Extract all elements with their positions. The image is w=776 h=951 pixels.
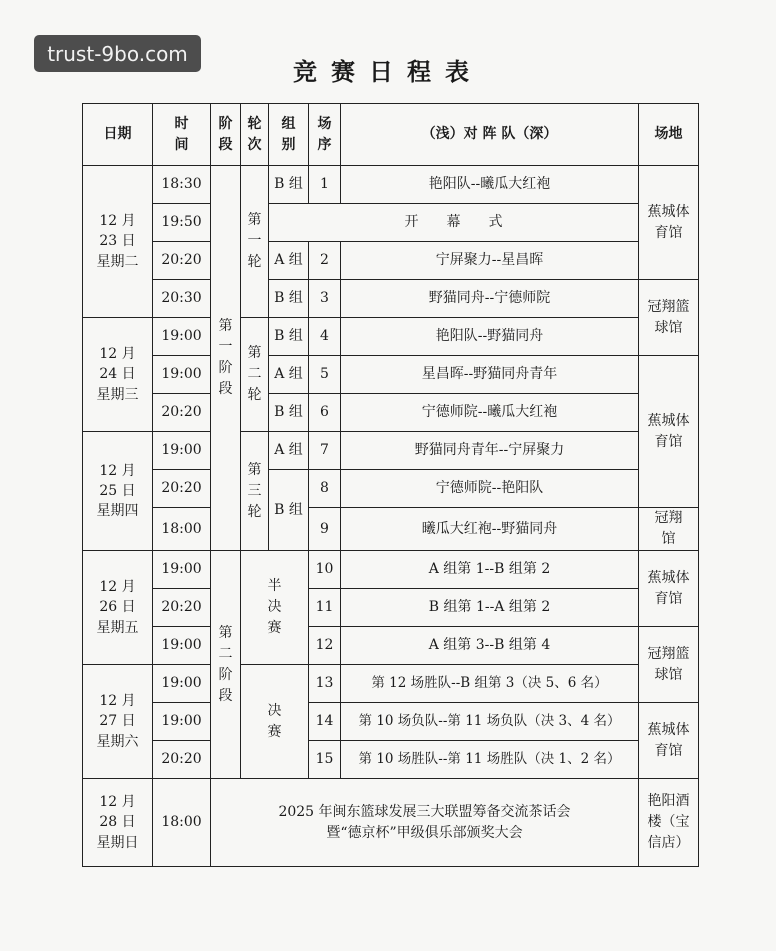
order-cell: 5: [309, 356, 341, 394]
order-cell: 2: [309, 242, 341, 280]
round-cell: [241, 318, 269, 432]
order-cell: 8: [309, 470, 341, 508]
venue-label: 冠翔篮球馆: [647, 298, 690, 336]
order-cell: 1: [309, 166, 341, 204]
table-row: [83, 508, 699, 551]
table-row: [83, 166, 699, 204]
table-row: [83, 589, 699, 627]
stage-cell: [211, 551, 241, 779]
round-label: 决赛: [267, 702, 282, 740]
matchup-cell: 宁德师院--曦瓜大红袍: [341, 394, 639, 432]
round-label: 第一轮: [247, 212, 262, 270]
table-row: [83, 665, 699, 703]
table-row: [83, 741, 699, 779]
schedule-table: [82, 103, 699, 867]
venue-cell: [639, 508, 699, 551]
round-cell: [241, 166, 269, 318]
order-cell: 10: [309, 551, 341, 589]
round-label: 半决赛: [267, 578, 282, 636]
matchup-cell: 第 10 场负队--第 11 场负队（决 3、4 名）: [341, 703, 639, 741]
venue-cell: [639, 627, 699, 703]
matchup-cell: 野猫同舟--宁德师院: [341, 280, 639, 318]
order-cell: 12: [309, 627, 341, 665]
date-cell: 12 月 23 日 星期二: [83, 166, 153, 318]
stage-label: 第一阶段: [218, 318, 233, 397]
order-cell: 3: [309, 280, 341, 318]
opening-ceremony-label: 开幕式: [404, 214, 531, 231]
round-cell: [241, 665, 309, 779]
header-matchup: （浅）对 阵 队（深）: [341, 104, 639, 166]
matchup-cell: B 组第 1--A 组第 2: [341, 589, 639, 627]
venue-cell: [639, 779, 699, 867]
venue-label: 艳阳酒楼（宝信店）: [647, 793, 690, 851]
table-row: [83, 242, 699, 280]
time-cell: 20:20: [153, 741, 211, 779]
group-cell: A 组: [269, 432, 309, 470]
table-row: [83, 551, 699, 589]
time-cell: 19:00: [153, 356, 211, 394]
table-row: [83, 432, 699, 470]
stage-cell: [211, 166, 241, 551]
order-cell: 7: [309, 432, 341, 470]
date-cell: 12 月 27 日 星期六: [83, 665, 153, 779]
group-cell: B 组: [269, 166, 309, 204]
venue-label: 蕉城体育馆: [647, 412, 690, 450]
round-cell: [241, 432, 269, 551]
order-cell: 9: [309, 508, 341, 551]
header-date: 日期: [83, 104, 153, 166]
venue-label: 蕉城体育馆: [647, 721, 690, 759]
date-cell: 12 月 28 日 星期日: [83, 779, 153, 867]
matchup-cell: A 组第 1--B 组第 2: [341, 551, 639, 589]
time-cell: 18:00: [153, 779, 211, 867]
table-row: [83, 394, 699, 432]
time-cell: 19:00: [153, 432, 211, 470]
order-cell: 6: [309, 394, 341, 432]
date-cell: 12 月 25 日 星期四: [83, 432, 153, 551]
time-cell: 20:30: [153, 280, 211, 318]
matchup-cell: 第 10 场胜队--第 11 场胜队（决 1、2 名）: [341, 741, 639, 779]
table-header-row: [83, 104, 699, 166]
stage-label: 第二阶段: [218, 624, 233, 704]
order-cell: 11: [309, 589, 341, 627]
group-cell: A 组: [269, 242, 309, 280]
table-row: [83, 703, 699, 741]
time-cell: 20:20: [153, 242, 211, 280]
date-cell: 12 月 24 日 星期三: [83, 318, 153, 432]
time-cell: 19:00: [153, 551, 211, 589]
header-stage: 阶 段: [211, 104, 241, 166]
venue-cell: [639, 356, 699, 508]
order-cell: 4: [309, 318, 341, 356]
venue-cell: [639, 166, 699, 280]
group-cell: B 组: [269, 394, 309, 432]
order-cell: 13: [309, 665, 341, 703]
venue-label: 蕉城体育馆: [647, 203, 690, 241]
matchup-cell: 野猫同舟青年--宁屏聚力: [341, 432, 639, 470]
header-venue: 场地: [639, 104, 699, 166]
venue-cell: [639, 280, 699, 356]
time-cell: 19:00: [153, 703, 211, 741]
table-row: [83, 204, 699, 242]
matchup-cell: 第 12 场胜队--B 组第 3（决 5、6 名）: [341, 665, 639, 703]
watermark-badge: trust-9bo.com: [34, 35, 201, 72]
header-time: 时 间: [153, 104, 211, 166]
matchup-cell: 星昌晖--野猫同舟青年: [341, 356, 639, 394]
matchup-cell: 艳阳队--野猫同舟: [341, 318, 639, 356]
matchup-cell: 曦瓜大红袍--野猫同舟: [341, 508, 639, 551]
time-cell: 19:00: [153, 318, 211, 356]
time-cell: 18:30: [153, 166, 211, 204]
order-cell: 15: [309, 741, 341, 779]
venue-label: 冠翔篮球馆: [647, 645, 690, 683]
matchup-cell: 宁屏聚力--星昌晖: [341, 242, 639, 280]
time-cell: 20:20: [153, 589, 211, 627]
time-cell: 20:20: [153, 470, 211, 508]
header-round: 轮 次: [241, 104, 269, 166]
event-cell: 2025 年闽东篮球发展三大联盟筹备交流茶话会 暨“德京杯”甲级俱乐部颁奖大会: [211, 779, 639, 867]
table-row: [83, 627, 699, 665]
matchup-cell: [269, 204, 639, 242]
venue-label: 蕉城体育馆: [647, 569, 690, 607]
time-cell: 20:20: [153, 394, 211, 432]
time-cell: 19:00: [153, 665, 211, 703]
venue-label: 冠翔馆: [654, 510, 683, 547]
table-row: [83, 470, 699, 508]
table-row: [83, 280, 699, 318]
time-cell: 19:00: [153, 627, 211, 665]
group-cell: B 组: [269, 470, 309, 551]
table-row: [83, 356, 699, 394]
time-cell: 18:00: [153, 508, 211, 551]
header-group: 组 别: [269, 104, 309, 166]
venue-cell: [639, 551, 699, 627]
group-cell: B 组: [269, 280, 309, 318]
group-cell: A 组: [269, 356, 309, 394]
time-cell: 19:50: [153, 204, 211, 242]
matchup-cell: A 组第 3--B 组第 4: [341, 627, 639, 665]
matchup-cell: 宁德师院--艳阳队: [341, 470, 639, 508]
order-cell: 14: [309, 703, 341, 741]
matchup-cell: 艳阳队--曦瓜大红袍: [341, 166, 639, 204]
header-order: 场 序: [309, 104, 341, 166]
table-row: [83, 779, 699, 867]
date-cell: 12 月 26 日 星期五: [83, 551, 153, 665]
table-row: [83, 318, 699, 356]
round-cell: [241, 551, 309, 665]
round-label: 第三轮: [247, 461, 262, 520]
group-cell: B 组: [269, 318, 309, 356]
venue-cell: [639, 703, 699, 779]
round-label: 第二轮: [247, 345, 262, 403]
page-title: 竞赛日程表: [293, 57, 483, 86]
